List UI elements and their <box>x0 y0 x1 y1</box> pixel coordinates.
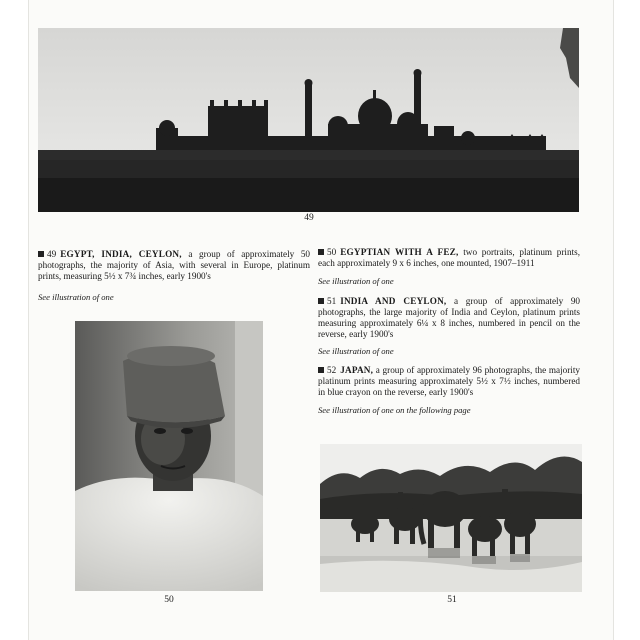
lot-marker-square <box>318 367 324 373</box>
photo-50-man-in-fez <box>75 321 263 591</box>
lot-title: INDIA AND CEYLON, <box>340 296 447 306</box>
lot-marker-square <box>38 251 44 257</box>
see-illustration-52: See illustration of one on the following page <box>318 405 471 415</box>
lot-title: EGYPTIAN WITH A FEZ, <box>340 247 459 257</box>
lot-description: two portraits, platinum prints, each approximately 9 x 6 inches, one mounted, 1907–1911 <box>318 247 581 268</box>
lot-description: a group of approximately 96 photographs, the majority platinum prints measuring approximately 5½ x 7½ inches, numbered in blue crayon on the reverse, early 1900's <box>318 365 580 397</box>
photo-49-mosque <box>38 28 579 212</box>
photo-51-elephants <box>320 444 582 592</box>
lot-marker-square <box>318 249 324 255</box>
lot-51 <box>318 296 580 340</box>
lot-52 <box>318 365 580 398</box>
catalog-page <box>28 0 614 640</box>
lot-50 <box>318 247 580 269</box>
figure-number-51: 51 <box>447 595 457 605</box>
see-illustration-49: See illustration of one <box>38 292 114 302</box>
lot-number: 51 <box>327 296 337 306</box>
see-illustration-51: See illustration of one <box>318 346 394 356</box>
lot-description: a group of approximately 50 photographs, the majority of Asia, with several in Europe, platinum prints, measuring 5½ x 7¾ inches, early 1900's <box>38 249 311 281</box>
lot-marker-square <box>318 298 324 304</box>
lot-title: JAPAN, <box>340 365 374 375</box>
lot-number: 52 <box>327 365 337 375</box>
lot-49 <box>38 249 310 282</box>
figure-number-50: 50 <box>164 595 174 605</box>
figure-number-49: 49 <box>304 213 314 223</box>
see-illustration-50: See illustration of one <box>318 276 394 286</box>
lot-title: EGYPT, INDIA, CEYLON, <box>60 249 182 259</box>
lot-number: 49 <box>47 249 57 259</box>
lot-description: a group of approximately 90 photographs, the large majority of India and Ceylon, platinum prints measuring approximately 6¼ x 8 inches, numbered in pencil on the reverse, early 1900's <box>318 296 581 339</box>
lot-number: 50 <box>327 247 337 257</box>
